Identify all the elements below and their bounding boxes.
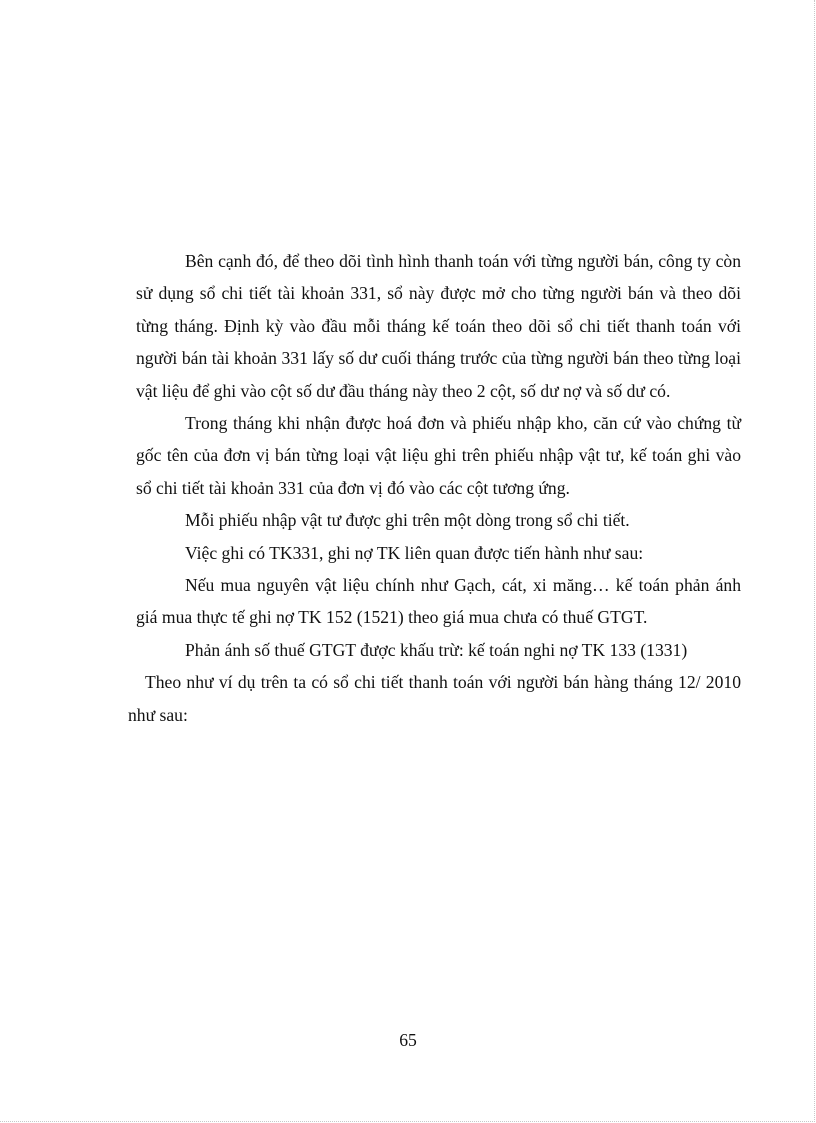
body-text — [128, 245, 741, 731]
paragraph-2: Trong tháng khi nhận được hoá đơn và phiếu nhập kho, căn cứ vào chứng từ gốc tên của đơn vị bán từng loại vật liệu ghi trên phiếu nhập vật tư, kế toán ghi vào sổ chi tiết tài khoản 331 của đơn vị đó vào các cột tương ứng. — [136, 413, 741, 498]
paragraph-6: Phản ánh số thuế GTGT được khấu trừ: kế toán nghi nợ TK 133 (1331) — [185, 639, 688, 660]
page-number: 65 — [399, 1030, 417, 1050]
paragraph-7: Theo như ví dụ trên ta có sổ chi tiết thanh toán với người bán hàng tháng 12/ 2010 như sau: — [128, 672, 741, 725]
paragraph-4: Việc ghi có TK331, ghi nợ TK liên quan được tiến hành như sau: — [185, 542, 644, 563]
paragraph-1: Bên cạnh đó, để theo dõi tình hình thanh toán với từng người bán, công ty còn sử dụng sổ chi tiết tài khoản 331, sổ này được mở cho từng người bán và theo dõi từng tháng. Định kỳ vào đầu mỗi tháng kế toán theo dõi sổ chi tiết thanh toán với người bán tài khoản 331 lấy số dư cuối tháng trước của từng người bán theo từng loại vật liệu để ghi vào cột số dư đầu tháng này theo 2 cột, số dư nợ và số dư có. — [136, 251, 741, 401]
paragraph-3: Mỗi phiếu nhập vật tư được ghi trên một dòng trong sổ chi tiết. — [185, 510, 630, 531]
paragraph-5: Nếu mua nguyên vật liệu chính như Gạch, cát, xi măng… kế toán phản ánh giá mua thực tế ghi nợ TK 152 (1521) theo giá mua chưa có thuế GTGT. — [136, 575, 741, 628]
